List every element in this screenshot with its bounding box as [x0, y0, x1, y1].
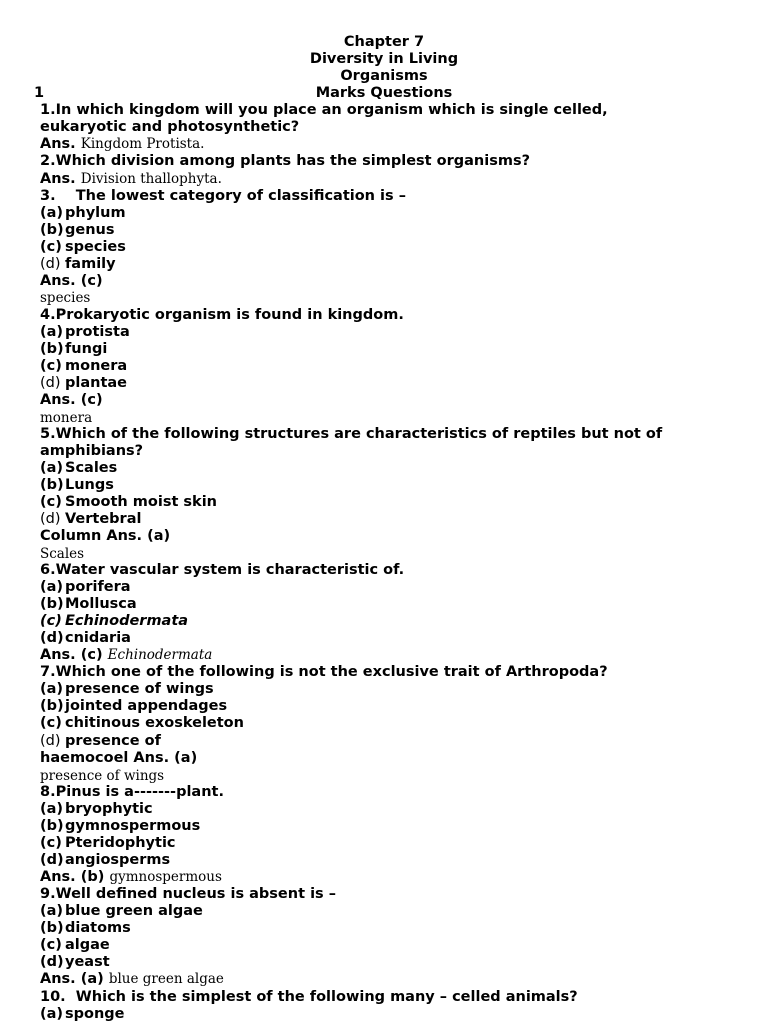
option-label: (c) — [40, 239, 62, 255]
option-text: plantae — [65, 375, 128, 391]
question-3-answer: Ans. (c) — [40, 273, 103, 289]
option-label: (a) — [40, 1006, 64, 1022]
option-label: (d) — [40, 852, 64, 868]
question-6-option-c — [40, 613, 188, 630]
option-label: (a) — [40, 460, 64, 476]
option-text: Pteridophytic — [65, 835, 176, 851]
question-9-option-d — [40, 954, 110, 971]
question-7-option-c — [40, 715, 244, 732]
option-label: (b) — [40, 920, 64, 936]
option-text: presence of wings — [65, 681, 214, 697]
question-5-line-2: amphibians? — [40, 443, 144, 459]
question-5-option-c — [40, 494, 217, 511]
answer-text: Echinodermata — [107, 647, 213, 663]
option-text: porifera — [65, 579, 131, 595]
option-text: protista — [65, 324, 130, 340]
option-text: gymnospermous — [65, 818, 201, 834]
question-7-option-d — [40, 733, 161, 750]
question-9-option-b — [40, 920, 131, 937]
answer-2 — [40, 171, 222, 188]
option-text: algae — [65, 937, 110, 953]
option-text: bryophytic — [65, 801, 153, 817]
option-text: species — [65, 239, 126, 255]
option-label: (a) — [40, 801, 64, 817]
question-5-option-b — [40, 477, 114, 494]
question-3-option-c — [40, 239, 126, 256]
option-text: sponge — [65, 1006, 125, 1022]
option-text: chitinous exoskeleton — [65, 715, 244, 731]
question-8-option-c — [40, 835, 176, 852]
option-text: presence of — [65, 733, 161, 749]
question-9-option-a — [40, 903, 203, 920]
question-5-option-a — [40, 460, 117, 477]
question-7-line-1: 7.Which one of the following is not the exclusive trait of Arthropoda? — [40, 664, 608, 680]
answer-label: Ans. (a) — [40, 971, 104, 987]
question-5-answer-text: Scales — [40, 546, 85, 562]
answer-label: Ans. (b) — [40, 869, 105, 885]
question-5-option-d — [40, 511, 141, 528]
answer-text: Division thallophyta. — [80, 171, 222, 187]
option-text: Scales — [65, 460, 118, 476]
option-text: cnidaria — [65, 630, 131, 646]
option-text: Mollusca — [65, 596, 137, 612]
question-7-answer: haemocoel Ans. (a) — [40, 750, 198, 766]
option-label: (b) — [40, 477, 64, 493]
question-8-option-a — [40, 801, 153, 818]
question-4-answer-text: monera — [40, 410, 93, 426]
question-8-line-1: 8.Pinus is a-------plant. — [40, 784, 224, 800]
option-text: family — [65, 256, 116, 272]
option-label: (c) — [40, 937, 62, 953]
option-label: (d) — [40, 630, 64, 646]
chapter-number: Chapter 7 — [343, 34, 425, 50]
option-text: Vertebral — [65, 511, 142, 527]
option-label: (c) — [40, 358, 62, 374]
answer-label: Ans. — [40, 171, 76, 187]
question-3-option-a — [40, 205, 126, 222]
option-text: phylum — [65, 205, 126, 221]
option-label: (c) — [40, 494, 62, 510]
question-4-line-1: 4.Prokaryotic organism is found in kingdom. — [40, 307, 404, 323]
question-7-option-b — [40, 698, 227, 715]
option-text: Echinodermata — [65, 613, 189, 629]
option-text: angiosperms — [65, 852, 171, 868]
question-3-option-b — [40, 222, 115, 239]
option-label: (b) — [40, 341, 64, 357]
question-3-line-1: 3. The lowest category of classification is – — [40, 188, 406, 204]
question-10-option-a — [40, 1006, 125, 1023]
question-8-option-d — [40, 852, 170, 869]
question-6-option-d — [40, 630, 131, 647]
option-label: (b) — [40, 222, 64, 238]
question-4-option-a — [40, 324, 130, 341]
option-text: yeast — [65, 954, 110, 970]
answer-text: gymnospermous — [109, 869, 222, 885]
option-label: (c) — [40, 613, 62, 629]
option-label: (b) — [40, 596, 64, 612]
question-5-line-1: 5.Which of the following structures are characteristics of reptiles but not of — [40, 426, 663, 442]
option-label: (b) — [40, 698, 64, 714]
answer-1 — [40, 136, 204, 153]
question-1-line-1: 1.In which kingdom will you place an organism which is single celled, — [40, 102, 608, 118]
question-8-answer — [40, 869, 222, 886]
option-text: genus — [65, 222, 115, 238]
question-2-line-1: 2.Which division among plants has the simplest organisms? — [40, 153, 531, 169]
option-label: (d) — [40, 375, 61, 391]
question-4-option-d — [40, 375, 127, 392]
answer-label: Ans. — [40, 136, 76, 152]
option-label: (a) — [40, 681, 64, 697]
question-10-line-1: 10. Which is the simplest of the following many – celled animals? — [40, 989, 578, 1005]
option-label: (b) — [40, 818, 64, 834]
question-7-answer-text: presence of wings — [40, 768, 165, 784]
option-label: (a) — [40, 579, 64, 595]
option-text: Smooth moist skin — [65, 494, 217, 510]
question-3-option-d — [40, 256, 116, 273]
question-6-option-b — [40, 596, 137, 613]
answer-text: Kingdom Protista. — [80, 136, 205, 152]
option-text: blue green algae — [65, 903, 203, 919]
marks-heading: Marks Questions — [315, 85, 453, 101]
question-6-answer — [40, 647, 212, 664]
marks-number: 1 — [34, 85, 45, 101]
question-7-option-a — [40, 681, 214, 698]
option-text: diatoms — [65, 920, 131, 936]
chapter-title-line-1: Diversity in Living — [309, 51, 459, 67]
question-8-option-b — [40, 818, 200, 835]
answer-label: Ans. (c) — [40, 647, 103, 663]
option-text: monera — [65, 358, 128, 374]
question-6-line-1: 6.Water vascular system is characteristic of. — [40, 562, 405, 578]
question-1-line-2: eukaryotic and photosynthetic? — [40, 119, 300, 135]
option-label: (c) — [40, 715, 62, 731]
question-6-option-a — [40, 579, 131, 596]
chapter-title-line-2: Organisms — [340, 68, 428, 84]
question-9-option-c — [40, 937, 110, 954]
question-4-answer: Ans. (c) — [40, 392, 103, 408]
option-label: (d) — [40, 733, 61, 749]
question-4-option-b — [40, 341, 107, 358]
question-9-line-1: 9.Well defined nucleus is absent is – — [40, 886, 336, 902]
option-label: (d) — [40, 954, 64, 970]
answer-text: blue green algae — [108, 971, 224, 987]
question-5-answer: Column Ans. (a) — [40, 528, 171, 544]
option-text: fungi — [65, 341, 108, 357]
option-text: Lungs — [65, 477, 114, 493]
option-label: (a) — [40, 903, 64, 919]
question-9-answer — [40, 971, 224, 988]
option-label: (c) — [40, 835, 62, 851]
option-label: (d) — [40, 511, 61, 527]
option-label: (d) — [40, 256, 61, 272]
option-text: jointed appendages — [65, 698, 228, 714]
question-4-option-c — [40, 358, 127, 375]
question-3-answer-text: species — [40, 290, 91, 306]
option-label: (a) — [40, 324, 64, 340]
option-label: (a) — [40, 205, 64, 221]
